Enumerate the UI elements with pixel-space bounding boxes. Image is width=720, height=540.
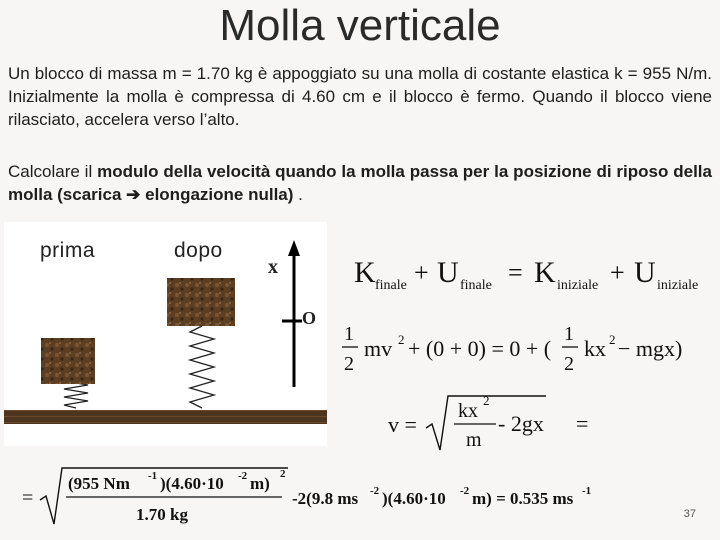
svg-text:2: 2 — [398, 332, 405, 347]
svg-text:2: 2 — [564, 353, 574, 375]
velocity-equation — [386, 390, 606, 456]
svg-text:-2: -2 — [460, 485, 470, 497]
svg-text:-2: -2 — [370, 485, 380, 497]
svg-text:2: 2 — [344, 353, 354, 375]
label-prima: prima — [40, 239, 96, 262]
right-arrow-icon: ➔ — [126, 185, 141, 204]
svg-text:+ (0 + 0) = 0 + (: + (0 + 0) = 0 + ( — [408, 336, 552, 361]
svg-text:2: 2 — [483, 393, 490, 408]
svg-text:m): m) — [250, 474, 270, 493]
svg-text:2: 2 — [609, 332, 616, 347]
svg-text:-1: -1 — [148, 470, 158, 482]
svg-text:-2(9.8 ms: -2(9.8 ms — [292, 489, 359, 508]
svg-text:iniziale: iniziale — [557, 278, 599, 293]
svg-text:K: K — [534, 256, 556, 289]
svg-text:-1: -1 — [582, 485, 592, 497]
problem-statement: Un blocco di massa m = 1.70 kg è appoggiato su una molla di costante elastica k = 955 N/m. Inizialmente la molla è compressa di 4.60 cm e il blocco è fermo. Quando il blocco viene rilasciato, accelera verso l’alto. — [8, 64, 712, 129]
svg-text:)(4.60·10: )(4.60·10 — [160, 474, 224, 493]
floor — [4, 410, 327, 424]
svg-text:+: + — [610, 258, 625, 287]
svg-text:=: = — [508, 258, 523, 287]
svg-text:1: 1 — [344, 323, 354, 345]
svg-text:+: + — [414, 258, 429, 287]
svg-text:)(4.60·10: )(4.60·10 — [382, 489, 446, 508]
svg-text:mv: mv — [364, 336, 393, 361]
spring-figure — [4, 222, 327, 446]
svg-text:=: = — [576, 411, 589, 436]
numeric-result-equation — [20, 464, 600, 530]
x-axis-arrowhead — [288, 240, 300, 256]
page-number: 37 — [683, 508, 696, 520]
question-bold: modulo della velocità quando la molla passa per la posizione di riposo della molla (scarica — [8, 162, 712, 204]
svg-text:- 2gx: - 2gx — [498, 411, 544, 436]
svg-text:(955 Nm: (955 Nm — [68, 474, 130, 493]
svg-text:finale: finale — [375, 278, 407, 293]
energy-equation — [350, 252, 712, 296]
svg-text:1: 1 — [564, 323, 574, 345]
question-bold-end: elongazione nulla) — [145, 185, 294, 204]
spring-after — [190, 326, 214, 408]
svg-text:iniziale: iniziale — [657, 278, 699, 293]
axis-x-label: x — [268, 256, 278, 278]
svg-text:finale: finale — [460, 278, 492, 293]
svg-text:kx: kx — [584, 336, 606, 361]
svg-text:m) = 0.535 ms: m) = 0.535 ms — [472, 489, 574, 508]
svg-text:U: U — [437, 256, 459, 289]
svg-text:2: 2 — [280, 468, 286, 480]
svg-text:1.70 kg: 1.70 kg — [136, 505, 188, 524]
svg-text:kx: kx — [458, 400, 478, 422]
question-prefix: Calcolare il — [8, 162, 98, 181]
question-text — [8, 160, 712, 206]
spring-before — [64, 383, 88, 408]
kinematic-equation — [338, 318, 710, 378]
svg-text:m: m — [466, 429, 482, 451]
svg-text:K: K — [354, 256, 376, 289]
svg-text:-2: -2 — [238, 470, 248, 482]
label-dopo: dopo — [174, 239, 223, 262]
svg-text:U: U — [634, 256, 656, 289]
svg-text:v =: v = — [388, 412, 417, 437]
slide-title: Molla verticale — [219, 1, 501, 50]
block-after — [167, 278, 235, 326]
origin-label: O — [302, 308, 317, 328]
svg-text:− mgx): − mgx) — [618, 336, 683, 361]
question-suffix: . — [293, 185, 303, 204]
block-before — [41, 338, 95, 384]
svg-text:=: = — [22, 487, 34, 509]
